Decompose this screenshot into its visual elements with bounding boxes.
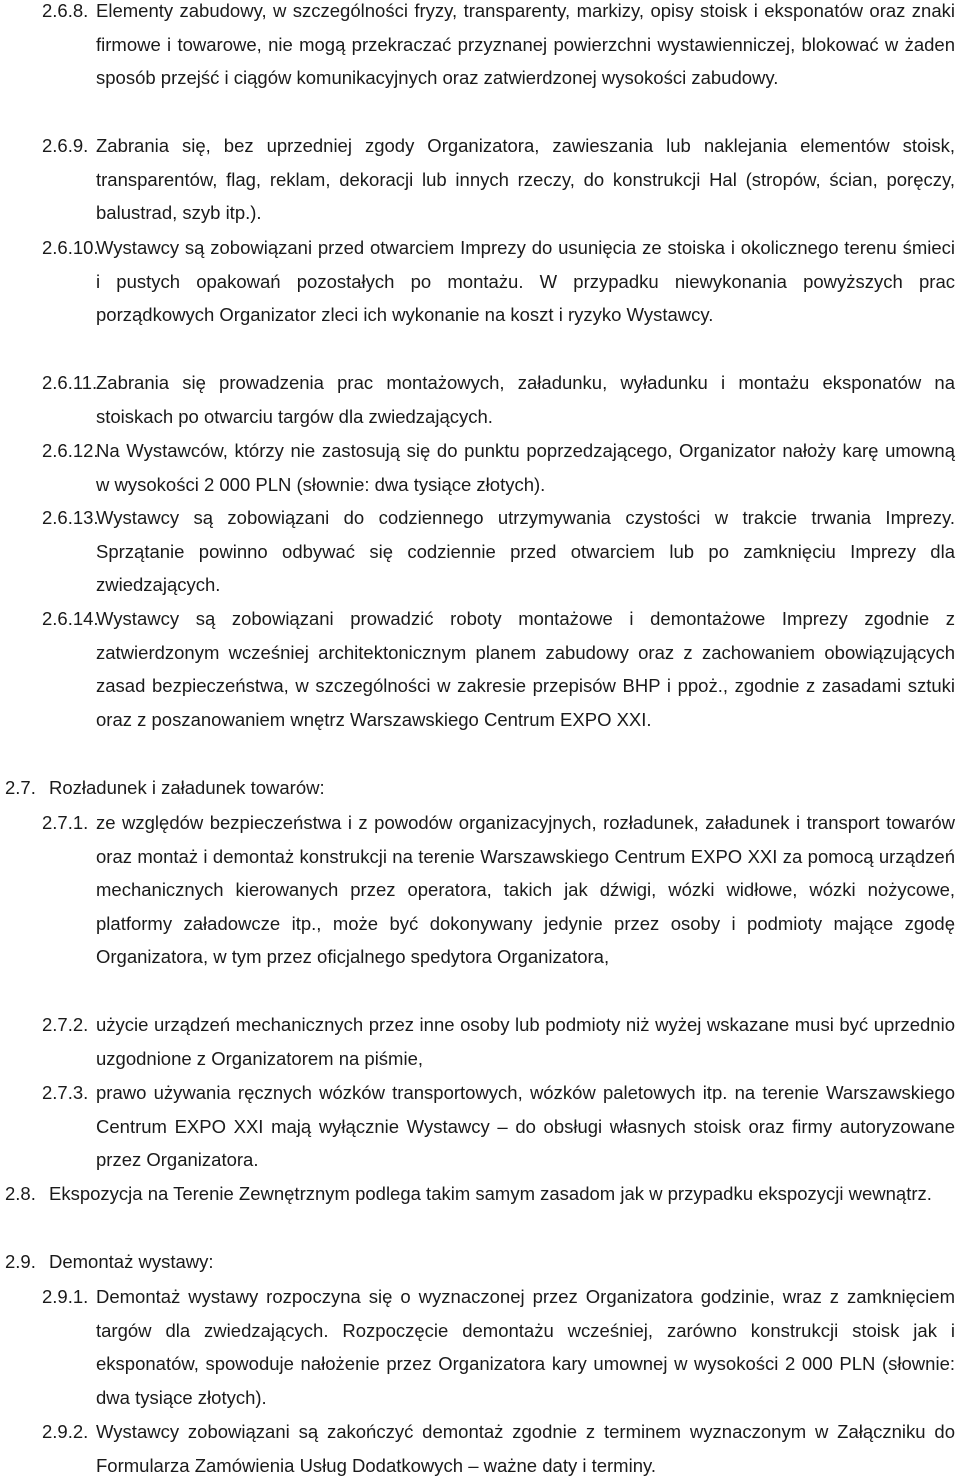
clause-2-7-3 bbox=[42, 1076, 955, 1177]
clause-text: Wystawcy zobowiązani są zakończyć demontaż zgodnie z terminem wyznaczonym w Załączniku do Formularza Zamówienia Usług Dodatkowych – ważne daty i terminy. bbox=[96, 1421, 955, 1476]
section-number: 2.7. bbox=[5, 777, 36, 798]
section-heading: Rozładunek i załadunek towarów: bbox=[49, 777, 325, 798]
clause-text: Zabrania się, bez uprzedniej zgody Organizatora, zawieszania lub naklejania elementów stoisk, transparentów, flag, reklam, dekoracji lub innych rzeczy, do konstrukcji Hal (stropów, ścian, poręczy, balustrad, szyb itp.). bbox=[96, 135, 955, 223]
clause-2-6-9 bbox=[42, 129, 955, 230]
clause-2-6-8 bbox=[42, 0, 955, 95]
clause-number: 2.6.11. bbox=[42, 372, 98, 393]
clause-number: 2.9.2. bbox=[42, 1421, 89, 1442]
clause-text: Elementy zabudowy, w szczególności fryzy, transparenty, markizy, opisy stoisk i eksponatów oraz znaki firmowe i towarowe, nie mogą przekraczać przyznanej powierzchni wystawienniczej, blokować w żaden sposób przejść i ciągów komunikacyjnych oraz zatwierdzonej wysokości zabudowy. bbox=[96, 0, 955, 88]
section-number: 2.9. bbox=[5, 1251, 36, 1272]
clause-number: 2.6.13. bbox=[42, 507, 99, 528]
clause-number: 2.7.1. bbox=[42, 812, 89, 833]
clause-2-6-11 bbox=[42, 366, 955, 433]
clause-2-9-2 bbox=[42, 1415, 955, 1482]
clause-number: 2.6.12. bbox=[42, 440, 99, 461]
clause-number: 2.6.10. bbox=[42, 237, 99, 258]
clause-number: 2.6.14. bbox=[42, 608, 99, 629]
clause-number: 2.9.1. bbox=[42, 1286, 89, 1307]
clause-2-7-2 bbox=[42, 1008, 955, 1075]
clause-text: Wystawcy są zobowiązani przed otwarciem Imprezy do usunięcia ze stoiska i okolicznego terenu śmieci i pustych opakowań pozostałych po montażu. W przypadku niewykonania powyższych prac porządkowych Organizator zleci ich wykonanie na koszt i ryzyko Wystawcy. bbox=[96, 237, 955, 325]
clause-text: Wystawcy są zobowiązani prowadzić roboty montażowe i demontażowe Imprezy zgodnie z zatwierdzonym wcześniej architektonicznym planem zabudowy oraz z zachowaniem obowiązujących zasad bezpieczeństwa, w szczególności w zakresie przepisów BHP i ppoż., zgodnie z zasadami sztuki oraz z poszanowaniem wnętrz Warszawskiego Centrum EXPO XXI. bbox=[96, 608, 955, 730]
clause-text: Na Wystawców, którzy nie zastosują się do punktu poprzedzającego, Organizator nałoży karę umowną w wysokości 2 000 PLN (słownie: dwa tysiące złotych). bbox=[96, 440, 955, 495]
clause-text: Demontaż wystawy rozpoczyna się o wyznaczonej przez Organizatora godzinie, wraz z zamknięciem targów dla zwiedzających. Rozpoczęcie demontażu wcześniej, zarówno konstrukcji stoisk jak i eksponatów, spowoduje nałożenie przez Organizatora kary umownej w wysokości 2 000 PLN (słownie: dwa tysiące złotych). bbox=[96, 1286, 955, 1408]
clause-text: prawo używania ręcznych wózków transportowych, wózków paletowych itp. na terenie Warszawskiego Centrum EXPO XXI mają wyłącznie Wystawcy – do obsługi własnych stoisk oraz firmy autoryzowane przez Organizatora. bbox=[96, 1082, 955, 1170]
clause-2-9-1 bbox=[42, 1280, 955, 1414]
clause-text: Zabrania się prowadzenia prac montażowych, załadunku, wyładunku i montażu eksponatów na stoiskach po otwarciu targów dla zwiedzających. bbox=[96, 372, 955, 427]
clause-2-6-12 bbox=[42, 434, 955, 501]
clause-2-6-13 bbox=[42, 501, 955, 602]
clause-number: 2.7.2. bbox=[42, 1014, 89, 1035]
section-2-7 bbox=[5, 771, 955, 805]
clause-2-6-10 bbox=[42, 231, 955, 332]
section-text: Ekspozycja na Terenie Zewnętrznym podlega takim samym zasadom jak w przypadku ekspozycji wewnątrz. bbox=[49, 1183, 932, 1204]
section-number: 2.8. bbox=[5, 1183, 36, 1204]
clause-text: użycie urządzeń mechanicznych przez inne osoby lub podmioty niż wyżej wskazane musi być uprzednio uzgodnione z Organizatorem na piśmie, bbox=[96, 1014, 955, 1069]
section-2-8 bbox=[5, 1177, 955, 1211]
clause-text: ze względów bezpieczeństwa i z powodów organizacyjnych, rozładunek, załadunek i transport towarów oraz montaż i demontaż konstrukcji na terenie Warszawskiego Centrum EXPO XXI za pomocą urządzeń mechanicznych kierowanych przez operatora, takich jak dźwigi, wózki widłowe, wózki nożycowe, platformy załadowcze itp., może być dokonywany jedynie przez osoby i podmioty mające zgodę Organizatora, w tym przez oficjalnego spedytora Organizatora, bbox=[96, 812, 955, 967]
clause-number: 2.7.3. bbox=[42, 1082, 89, 1103]
clause-number: 2.6.8. bbox=[42, 0, 89, 21]
section-heading: Demontaż wystawy: bbox=[49, 1251, 214, 1272]
section-2-9 bbox=[5, 1245, 955, 1279]
clause-2-7-1 bbox=[42, 806, 955, 974]
clause-text: Wystawcy są zobowiązani do codziennego utrzymywania czystości w trakcie trwania Imprezy. Sprzątanie powinno odbywać się codziennie przed otwarciem lub po zamknięciu Imprezy dla zwiedzających. bbox=[96, 507, 955, 595]
clause-2-6-14 bbox=[42, 602, 955, 736]
clause-number: 2.6.9. bbox=[42, 135, 89, 156]
